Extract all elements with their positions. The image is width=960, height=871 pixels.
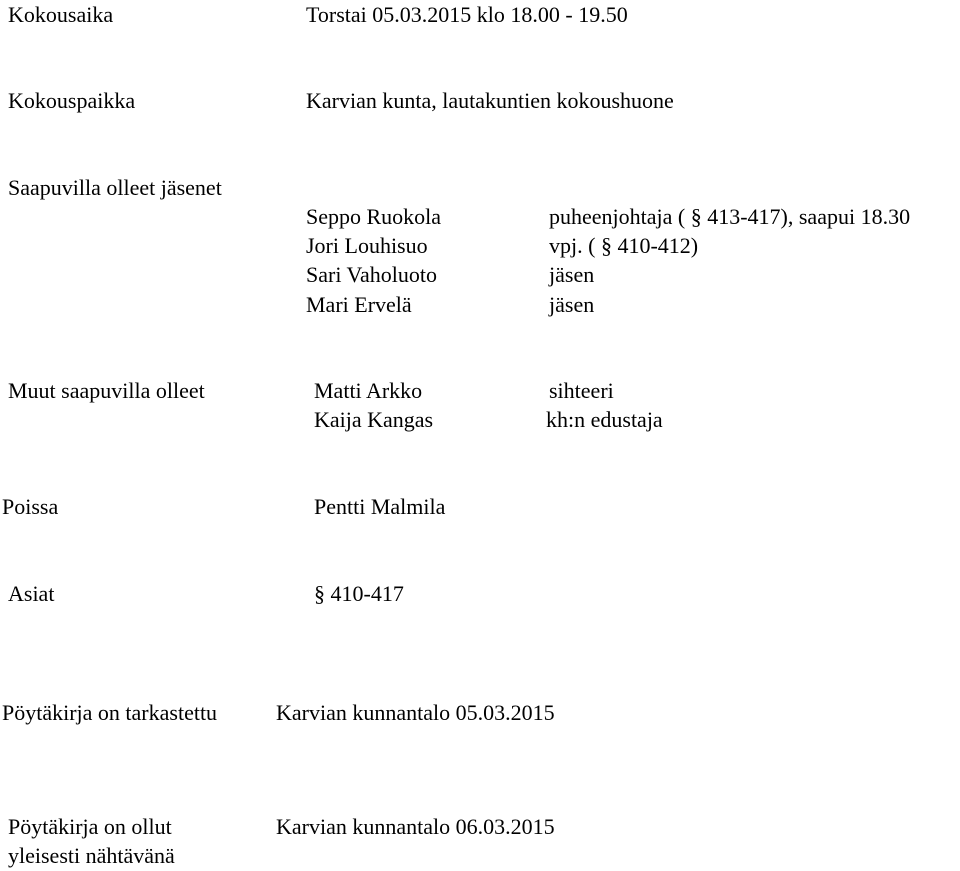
items-label: Asiat	[8, 581, 55, 606]
public-label-line2: yleisesti nähtävänä	[8, 843, 175, 868]
absent-label: Poissa	[2, 494, 59, 519]
items-value: § 410-417	[314, 581, 404, 606]
other-role: sihteeri	[549, 378, 614, 403]
absent-value: Pentti Malmila	[314, 494, 446, 519]
public-label-line1: Pöytäkirja on ollut	[8, 814, 172, 839]
others-label: Muut saapuvilla olleet	[8, 378, 205, 403]
member-role: jäsen	[549, 292, 595, 317]
public-value: Karvian kunnantalo 06.03.2015	[276, 814, 555, 839]
member-role: puheenjohtaja ( § 413-417), saapui 18.30	[549, 204, 911, 229]
member-name: Mari Ervelä	[306, 292, 412, 317]
meeting-place-label: Kokouspaikka	[8, 88, 136, 113]
meeting-place-value: Karvian kunta, lautakuntien kokoushuone	[306, 88, 674, 113]
member-role: jäsen	[549, 262, 595, 287]
member-name: Seppo Ruokola	[306, 204, 442, 229]
checked-value: Karvian kunnantalo 05.03.2015	[276, 700, 555, 725]
other-role: kh:n edustaja	[546, 407, 663, 432]
meeting-time-label: Kokousaika	[8, 2, 114, 27]
other-name: Matti Arkko	[314, 378, 423, 403]
members-label: Saapuvilla olleet jäsenet	[8, 175, 222, 200]
member-name: Jori Louhisuo	[306, 233, 428, 258]
member-role: vpj. ( § 410-412)	[549, 233, 699, 258]
meeting-time-value: Torstai 05.03.2015 klo 18.00 - 19.50	[306, 2, 628, 27]
other-name: Kaija Kangas	[314, 407, 434, 432]
checked-label: Pöytäkirja on tarkastettu	[2, 700, 218, 725]
member-name: Sari Vaholuoto	[306, 262, 437, 287]
